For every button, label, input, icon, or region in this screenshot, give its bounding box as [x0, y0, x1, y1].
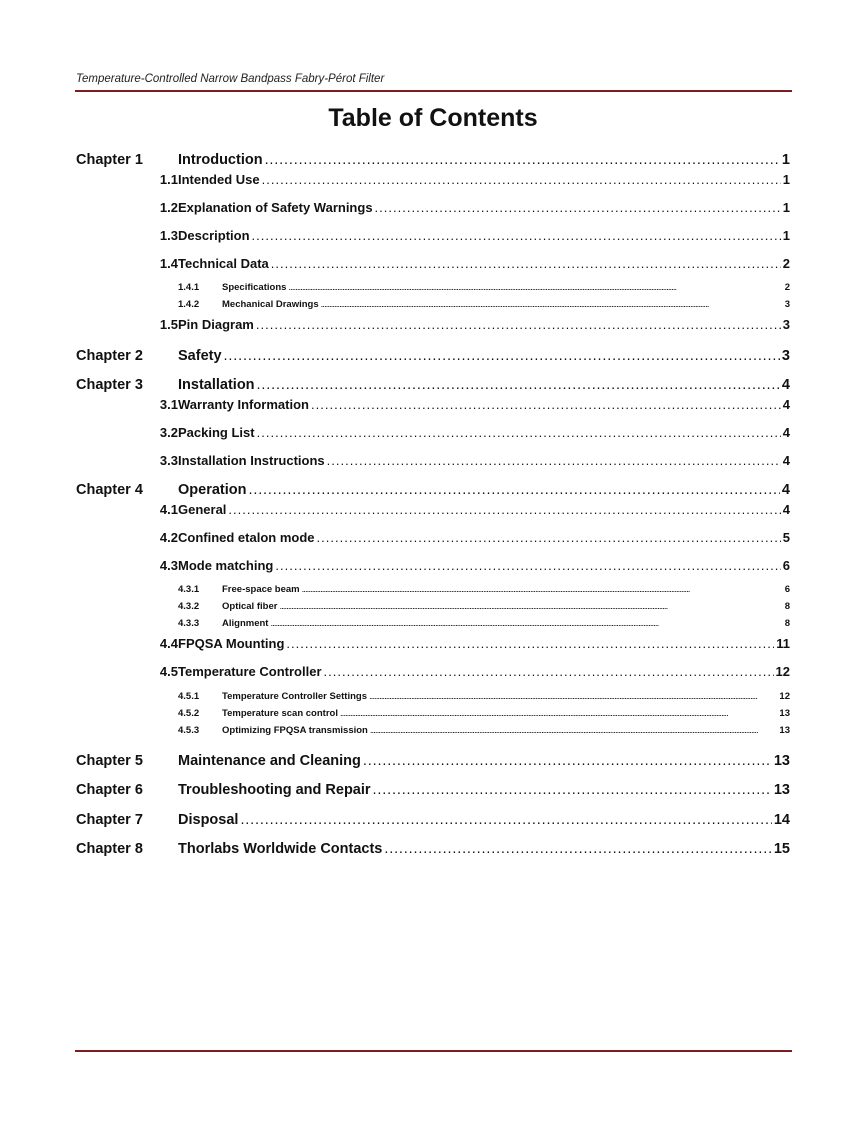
- toc-entry-number: [76, 482, 178, 498]
- toc-leader-dots: [257, 425, 781, 440]
- toc-leader-dots: [302, 584, 783, 595]
- running-header: Temperature-Controlled Narrow Bandpass Fabry-Pérot Filter: [76, 73, 385, 85]
- toc-entry-page: 13: [779, 725, 790, 736]
- toc-leader-dots: [275, 558, 780, 573]
- toc-entry-label: General: [178, 502, 227, 517]
- toc-entry-label: Disposal: [178, 812, 239, 828]
- toc-entry[interactable]: [76, 636, 790, 656]
- toc-entry-label: Specifications: [222, 282, 287, 293]
- toc-entry-number-text: 4.2: [159, 530, 178, 545]
- toc-entry-number: [76, 708, 222, 719]
- toc-entry-label: Pin Diagram: [178, 317, 254, 332]
- toc-entry-page: 14: [773, 812, 790, 828]
- toc-entry-number: [76, 558, 178, 573]
- toc-leader-dots: [311, 397, 781, 412]
- toc-entry-number-text: Chapter 4: [76, 482, 143, 498]
- toc-entry-number: [76, 502, 178, 517]
- toc-entry-number: [76, 453, 178, 468]
- toc-entry-page: 1: [782, 200, 790, 215]
- toc-entry-page: 11: [776, 636, 790, 651]
- toc-entry-page: 3: [781, 348, 790, 364]
- toc-entry-label: Description: [178, 228, 250, 243]
- toc-entry[interactable]: [76, 753, 790, 773]
- toc-entry[interactable]: [76, 256, 790, 276]
- toc-entry[interactable]: [76, 530, 790, 550]
- toc-entry[interactable]: [76, 228, 790, 248]
- toc-entry-number: [76, 584, 222, 595]
- toc-entry-number: [76, 691, 222, 702]
- toc-leader-dots: [271, 256, 781, 271]
- toc-entry[interactable]: [76, 502, 790, 522]
- toc-entry-number-text: 1.1: [159, 172, 178, 187]
- toc-entry-number: [76, 348, 178, 364]
- toc-entry-label: Warranty Information: [178, 397, 309, 412]
- toc-entry[interactable]: [76, 782, 790, 802]
- toc-entry-number: [76, 397, 178, 412]
- toc-leader-dots: [375, 200, 781, 215]
- toc-entry-label: Intended Use: [178, 172, 260, 187]
- toc-entry-page: 5: [782, 530, 790, 545]
- toc-entry-number: [76, 725, 222, 736]
- toc-entry[interactable]: [76, 482, 790, 502]
- toc-entry-number-text: 3.2: [159, 425, 178, 440]
- toc-entry[interactable]: [76, 348, 790, 368]
- toc-leader-dots: [369, 691, 777, 702]
- toc-leader-dots: [373, 782, 772, 798]
- toc-leader-dots: [363, 753, 772, 769]
- toc-leader-dots: [256, 317, 781, 332]
- toc-leader-dots: [270, 618, 782, 629]
- toc-entry-label: Technical Data: [178, 256, 269, 271]
- toc-entry-label: Introduction: [178, 152, 263, 168]
- toc-entry-number-text: Chapter 3: [76, 377, 143, 393]
- toc-entry-page: 13: [773, 782, 790, 798]
- toc-leader-dots: [257, 377, 780, 393]
- toc-leader-dots: [324, 664, 774, 679]
- toc-entry-number-text: 3.1: [159, 397, 178, 412]
- toc-entry-label: Optical fiber: [222, 601, 278, 612]
- toc-entry-label: Confined etalon mode: [178, 530, 315, 545]
- toc-entry-number: [76, 377, 178, 393]
- toc-entry[interactable]: [76, 172, 790, 192]
- toc-entry-label: Operation: [178, 482, 247, 498]
- toc-entry-number-text: 1.2: [159, 200, 178, 215]
- toc-entry-number-text: Chapter 2: [76, 348, 143, 364]
- toc-entry-label: Mode matching: [178, 558, 274, 573]
- toc-entry-page: 2: [782, 256, 790, 271]
- toc-entry-number-text: Chapter 8: [76, 841, 143, 857]
- toc-leader-dots: [317, 530, 781, 545]
- toc-entry-page: 6: [784, 584, 790, 595]
- toc-entry-number: [76, 282, 222, 293]
- toc-entry-page: 12: [779, 691, 790, 702]
- toc-entry-number: [76, 782, 178, 798]
- toc-entry-page: 8: [784, 601, 790, 612]
- toc-entry-number-text: 4.3: [159, 558, 178, 573]
- toc-entry-number-text: 4.5.2: [178, 708, 200, 719]
- toc-entry[interactable]: [76, 725, 790, 745]
- toc-entry-number-text: Chapter 6: [76, 782, 143, 798]
- toc-leader-dots: [252, 228, 781, 243]
- toc-entry-number: [76, 841, 178, 857]
- toc-entry-page: 15: [773, 841, 790, 857]
- toc-entry-label: FPQSA Mounting: [178, 636, 285, 651]
- toc-entry-number: [76, 152, 178, 168]
- toc-entry[interactable]: [76, 618, 790, 638]
- toc-leader-dots: [321, 299, 783, 310]
- toc-entry-number: [76, 200, 178, 215]
- toc-entry-number-text: 3.3: [159, 453, 178, 468]
- toc-entry-label: Temperature Controller Settings: [222, 691, 367, 702]
- toc-entry-number: [76, 618, 222, 629]
- toc-entry-label: Optimizing FPQSA transmission: [222, 725, 368, 736]
- toc-entry-number-text: 1.3: [159, 228, 178, 243]
- toc-entry-label: Maintenance and Cleaning: [178, 753, 361, 769]
- toc-entry-page: 8: [784, 618, 790, 629]
- toc-entry-label: Packing List: [178, 425, 255, 440]
- toc-leader-dots: [384, 841, 772, 857]
- toc-entry-number-text: Chapter 7: [76, 812, 143, 828]
- toc-entry-label: Free-space beam: [222, 584, 300, 595]
- toc-entry-label: Troubleshooting and Repair: [178, 782, 371, 798]
- toc-entry-number-text: 1.4.2: [178, 299, 200, 310]
- toc-entry-page: 13: [779, 708, 790, 719]
- toc-entry-page: 4: [782, 502, 790, 517]
- toc-entry-page: 3: [782, 317, 790, 332]
- toc-entry[interactable]: [76, 453, 790, 473]
- header-rule: [75, 90, 792, 92]
- toc-entry-label: Safety: [178, 348, 222, 364]
- toc-entry[interactable]: [76, 152, 790, 172]
- footer-rule: [75, 1050, 792, 1052]
- toc-entry-label: Installation: [178, 377, 255, 393]
- toc-leader-dots: [240, 812, 771, 828]
- toc-entry-label: Temperature scan control: [222, 708, 338, 719]
- toc-entry-label: Thorlabs Worldwide Contacts: [178, 841, 383, 857]
- toc-entry[interactable]: [76, 397, 790, 417]
- toc-entry[interactable]: [76, 425, 790, 445]
- toc-entry-number: [76, 812, 178, 828]
- toc-entry-number-text: 1.4.1: [178, 282, 200, 293]
- toc-entry-page: 4: [781, 377, 790, 393]
- toc-entry-number: [76, 425, 178, 440]
- toc-entry-page: 3: [784, 299, 790, 310]
- toc-entry-number-text: 1.5: [159, 317, 178, 332]
- toc-entry-number-text: Chapter 1: [76, 152, 143, 168]
- toc-entry-page: 2: [784, 282, 790, 293]
- toc-leader-dots: [228, 502, 780, 517]
- toc-entry-label: Explanation of Safety Warnings: [178, 200, 373, 215]
- toc-entry[interactable]: [76, 299, 790, 319]
- toc-entry-number: [76, 228, 178, 243]
- toc-entry-page: 1: [781, 152, 790, 168]
- toc-entry-number: [76, 664, 178, 679]
- toc-entry-label: Installation Instructions: [178, 453, 325, 468]
- toc-entry-number-text: 1.4: [159, 256, 178, 271]
- toc-entry[interactable]: [76, 377, 790, 397]
- toc-leader-dots: [327, 453, 781, 468]
- toc-entry-number-text: 4.3.3: [178, 618, 200, 629]
- toc-entry-number-text: 4.3.1: [178, 584, 200, 595]
- toc-entry-number-text: 4.5.3: [178, 725, 200, 736]
- toc-entry-page: 1: [782, 172, 790, 187]
- toc-leader-dots: [248, 482, 779, 498]
- toc-leader-dots: [286, 636, 774, 651]
- toc-entry-number-text: 4.1: [159, 502, 178, 517]
- toc-entry-page: 4: [782, 453, 790, 468]
- toc-entry-page: 4: [781, 482, 790, 498]
- toc-entry[interactable]: [76, 664, 790, 684]
- toc-leader-dots: [265, 152, 780, 168]
- toc-entry-number: [76, 172, 178, 187]
- toc-leader-dots: [224, 348, 780, 364]
- toc-entry-number-text: 4.5: [159, 664, 178, 679]
- toc-entry-page: 1: [782, 228, 790, 243]
- toc-entry-number: [76, 530, 178, 545]
- toc-entry-number-text: 4.4: [159, 636, 178, 651]
- toc-entry-label: Temperature Controller: [178, 664, 322, 679]
- toc-leader-dots: [279, 601, 782, 612]
- toc-entry-page: 12: [775, 664, 790, 679]
- toc-entry-number: [76, 636, 178, 651]
- toc-entry[interactable]: [76, 812, 790, 832]
- toc-entry[interactable]: [76, 558, 790, 578]
- toc-entry-number: [76, 317, 178, 332]
- toc-entry-page: 13: [773, 753, 790, 769]
- toc-entry-number-text: 4.3.2: [178, 601, 200, 612]
- toc-entry[interactable]: [76, 200, 790, 220]
- toc-entry-page: 4: [782, 397, 790, 412]
- toc-entry-page: 6: [782, 558, 790, 573]
- toc-leader-dots: [340, 708, 777, 719]
- toc-leader-dots: [262, 172, 781, 187]
- toc-entry-number: [76, 601, 222, 612]
- toc-entry-number-text: Chapter 5: [76, 753, 143, 769]
- toc-leader-dots: [370, 725, 778, 736]
- toc-entry-label: Alignment: [222, 618, 269, 629]
- toc-entry-number: [76, 299, 222, 310]
- toc-entry[interactable]: [76, 841, 790, 861]
- toc-entry-number-text: 4.5.1: [178, 691, 200, 702]
- toc-leader-dots: [288, 282, 782, 293]
- toc-entry-number: [76, 753, 178, 769]
- toc-entry-label: Mechanical Drawings: [222, 299, 319, 310]
- toc-title: Table of Contents: [328, 104, 538, 132]
- toc-entry-page: 4: [782, 425, 790, 440]
- toc-entry-number: [76, 256, 178, 271]
- toc-entry[interactable]: [76, 317, 790, 337]
